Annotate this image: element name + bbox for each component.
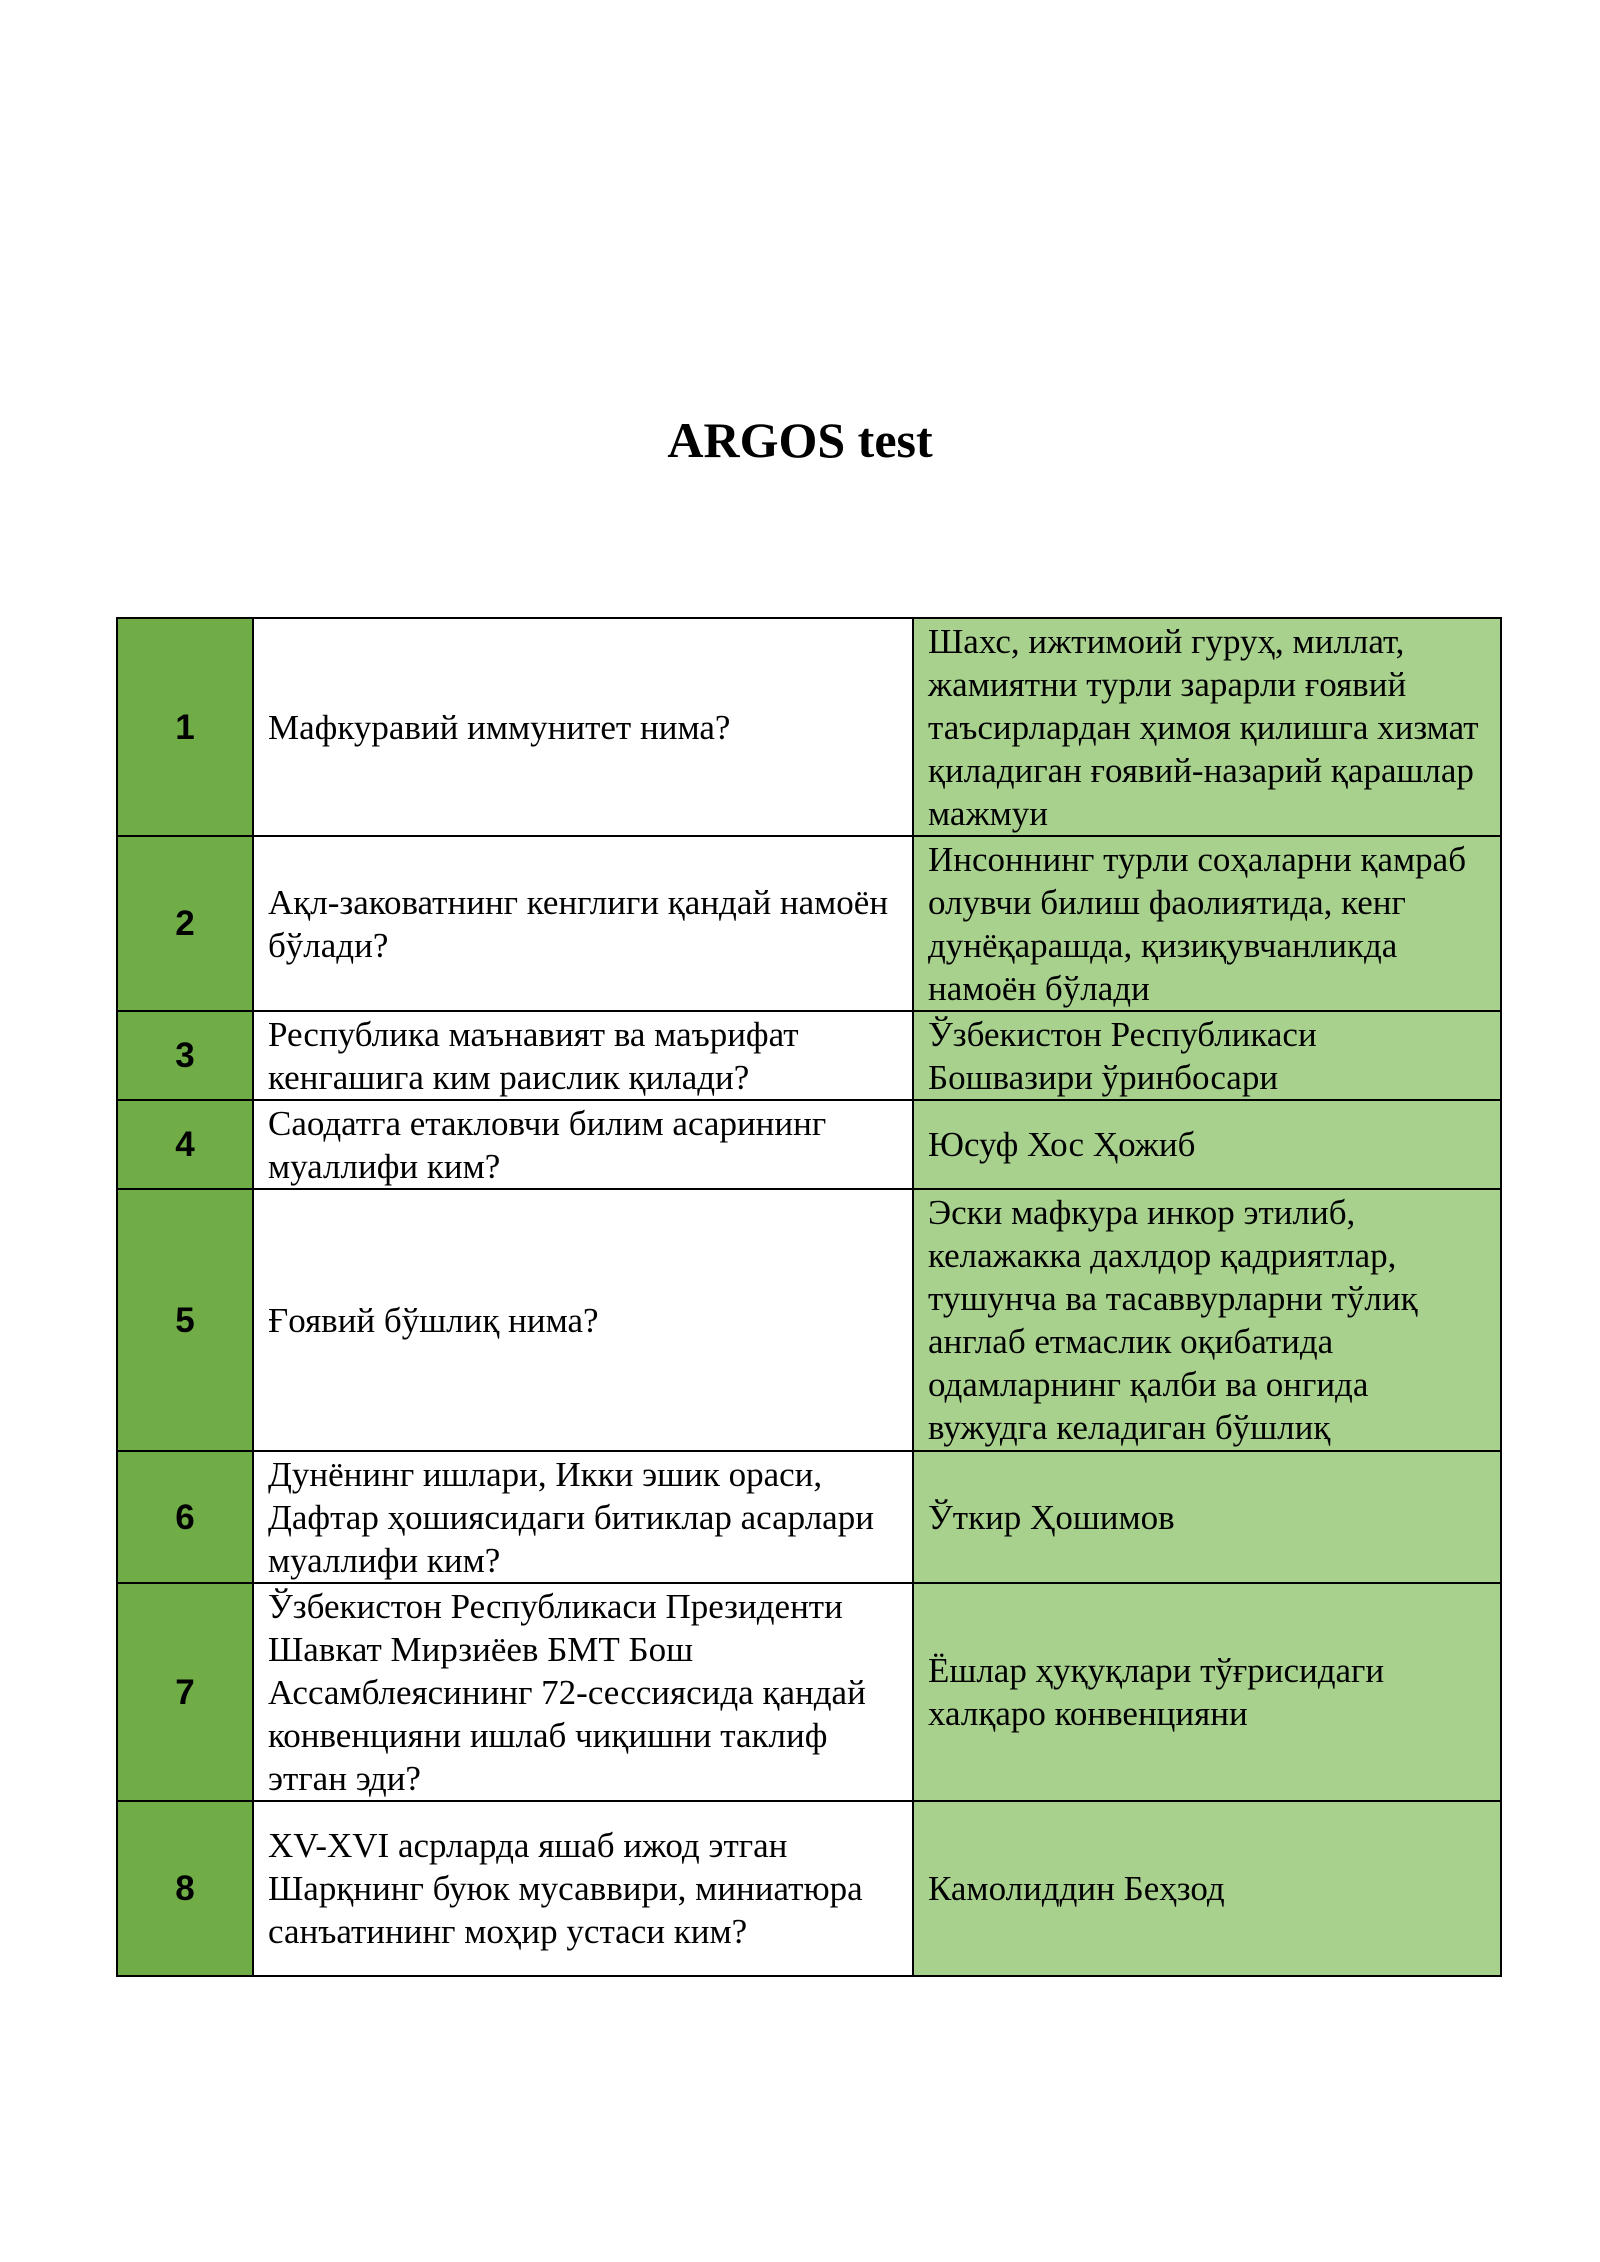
answer-cell: Эски мафкура инкор этилиб, келажакка дахлдор қадриятлар, тушунча ва тасаввурларни тўлиқ англаб етмаслик оқибатида одамларнинг қалби ва онгида вужудга келадиган бўшлиқ [913,1189,1501,1451]
question-cell: Дунёнинг ишлари, Икки эшик ораси, Дафтар ҳошиясидаги битиклар асарлари муаллифи ким? [253,1451,913,1583]
table-row [117,1189,1501,1451]
table-row [117,1100,1501,1189]
table-row [117,618,1501,836]
question-cell: Саодатга етакловчи билим асарининг муаллифи ким? [253,1100,913,1189]
answer-cell: Ёшлар ҳуқуқлари тўғрисидаги халқаро конвенцияни [913,1583,1501,1801]
answer-cell: Ўткир Ҳошимов [913,1451,1501,1583]
table-row [117,1451,1501,1583]
answer-cell: Шахс, ижтимоий гуруҳ, миллат, жамиятни турли зарарли ғоявий таъсирлардан ҳимоя қилишга хизмат қиладиган ғоявий-назарий қарашлар мажмуи [913,618,1501,836]
row-number: 3 [117,1011,253,1100]
question-cell: Ўзбекистон Республикаси Президенти Шавкат Мирзиёев БМТ Бош Ассамблеясининг 72-сессиясида қандай конвенцияни ишлаб чиқишни таклиф этган эди? [253,1583,913,1801]
document-title: ARGOS test [667,412,933,468]
row-number: 6 [117,1451,253,1583]
table-row [117,836,1501,1011]
row-number: 4 [117,1100,253,1189]
answer-cell: Инсоннинг турли соҳаларни қамраб олувчи билиш фаолиятида, кенг дунёқарашда, қизиқувчанликда намоён бўлади [913,836,1501,1011]
table-row [117,1011,1501,1100]
answer-cell: Камолиддин Беҳзод [913,1801,1501,1976]
table-row [117,1801,1501,1976]
row-number: 5 [117,1189,253,1451]
table-row [117,1583,1501,1801]
question-answer-table [116,617,1502,1977]
row-number: 7 [117,1583,253,1801]
question-cell: Ғоявий бўшлиқ нима? [253,1189,913,1451]
row-number: 8 [117,1801,253,1976]
question-cell: Республика маънавият ва маърифат кенгашига ким раислик қилади? [253,1011,913,1100]
row-number: 1 [117,618,253,836]
answer-cell: Ўзбекистон Республикаси Бошвазири ўринбосари [913,1011,1501,1100]
answer-cell: Юсуф Хос Ҳожиб [913,1100,1501,1189]
question-cell: XV-XVI асрларда яшаб ижод этган Шарқнинг буюк мусаввири, миниатюра санъатининг моҳир устаси ким? [253,1801,913,1976]
row-number: 2 [117,836,253,1011]
question-cell: Ақл-заковатнинг кенглиги қандай намоён бўлади? [253,836,913,1011]
question-cell: Мафкуравий иммунитет нима? [253,618,913,836]
